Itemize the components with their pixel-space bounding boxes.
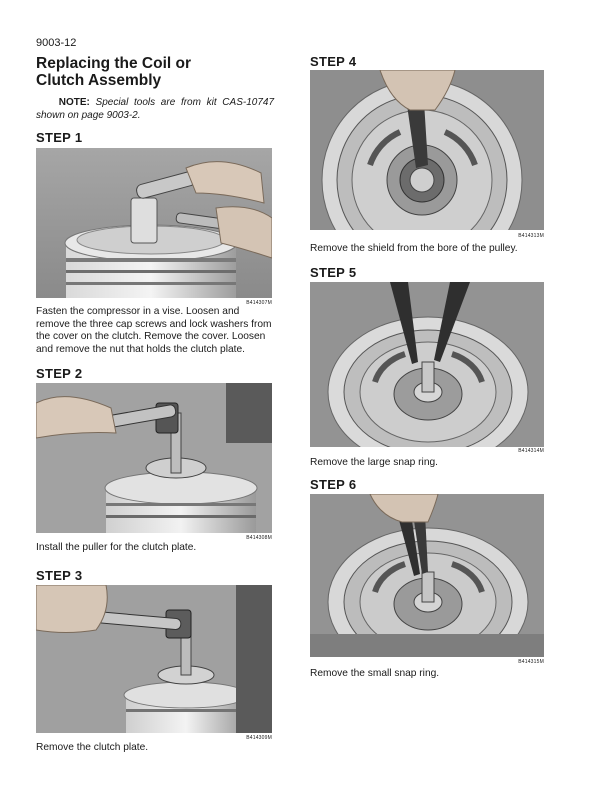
step-1-photo xyxy=(36,148,272,298)
page-title-line-2: Clutch Assembly xyxy=(36,72,162,89)
step-2-photo xyxy=(36,383,272,533)
step-2-caption: Install the puller for the clutch plate. xyxy=(36,542,197,553)
note xyxy=(36,97,274,122)
step-2-heading: STEP 2 xyxy=(36,366,83,381)
step-3-photo xyxy=(36,585,272,733)
step-6-figure-code: B414315M xyxy=(518,659,544,665)
step-4-photo xyxy=(310,70,544,230)
step-6-photo xyxy=(310,494,544,657)
step-3-caption: Remove the clutch plate. xyxy=(36,742,149,753)
step-2-figure-code: B414308M xyxy=(246,535,272,541)
step-5-photo xyxy=(310,282,544,447)
step-6-caption: Remove the small snap ring. xyxy=(310,668,440,679)
step-5-caption: Remove the large snap ring. xyxy=(310,457,438,468)
step-3-heading: STEP 3 xyxy=(36,568,83,583)
page-title xyxy=(36,55,191,89)
step-5-heading: STEP 5 xyxy=(310,265,357,280)
step-1-heading: STEP 1 xyxy=(36,130,83,145)
step-1-figure-code: B414307M xyxy=(246,300,272,306)
page-number: 9003-12 xyxy=(36,37,77,49)
step-4-caption: Remove the shield from the bore of the pulley. xyxy=(310,243,518,254)
note-label: NOTE: xyxy=(58,97,90,108)
page-title-line-1: Replacing the Coil or xyxy=(36,55,192,72)
step-4-figure-code: B414313M xyxy=(518,233,544,239)
step-6-heading: STEP 6 xyxy=(310,477,357,492)
step-4-heading: STEP 4 xyxy=(310,54,357,69)
step-1-caption: Fasten the compressor in a vise. Loosen and remove the three cap screws and lock washers from the cover on the clutch. Remove the cover. Loosen and remove the nut that holds the clutch plate. xyxy=(36,306,272,355)
note-text: Special tools are from kit CAS-10747 shown on page 9003-2. xyxy=(36,97,275,121)
step-3-figure-code: B414309M xyxy=(246,735,272,741)
step-5-figure-code: B414314M xyxy=(518,448,544,454)
